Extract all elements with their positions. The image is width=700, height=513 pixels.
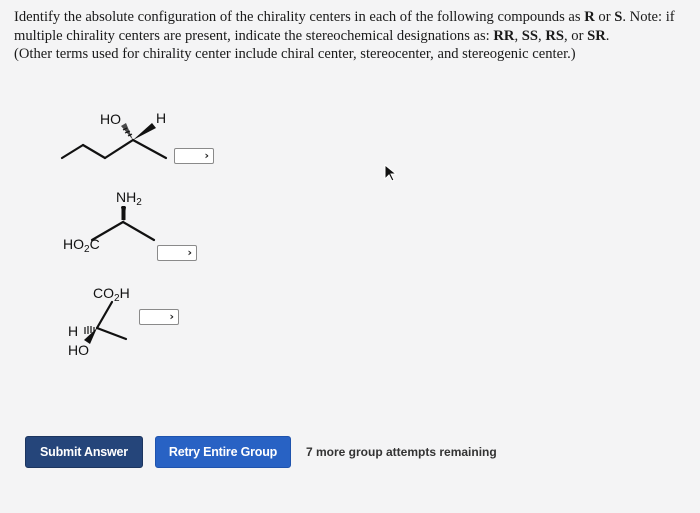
molecule-1-h-label: H [156, 110, 167, 126]
molecule-1-wedge-bond [133, 123, 156, 140]
configuration-select-3[interactable] [139, 309, 179, 325]
mouse-cursor-icon [384, 164, 398, 182]
molecule-2-ho2c-label: $HO_2C$ [63, 236, 100, 255]
molecule-1-ho-label: HO [100, 111, 121, 127]
molecule-2-nh2-label: $NH_2$ [116, 189, 142, 208]
retry-entire-group-button[interactable]: Retry Entire Group [155, 436, 291, 468]
attempts-remaining-text: 7 more group attempts remaining [306, 445, 497, 459]
molecule-1-hash-bond [121, 123, 133, 140]
molecule-3-ho-label: HO [68, 342, 89, 358]
molecule-3-co2h-label: $CO_2H$ [93, 285, 130, 304]
chevron-down-icon: › [187, 246, 192, 259]
question-instructions: Identify the absolute configuration of the chirality centers in each of the following compounds as R or S. Note: if multiple chirality centers are present, indicate the stereochemical designations as: RR, SS, RS, or SR. [14, 9, 675, 44]
configuration-select-2[interactable] [157, 245, 197, 261]
molecule-3-skeleton [97, 302, 126, 339]
molecule-1-skeleton [62, 140, 166, 158]
chevron-down-icon: › [169, 310, 174, 323]
molecule-2-skeleton [92, 222, 154, 240]
molecule-3-h-label: H [68, 323, 79, 339]
configuration-select-1[interactable] [174, 148, 214, 164]
chevron-down-icon: › [204, 149, 209, 162]
question-note: (Other terms used for chirality center include chiral center, stereocenter, and stereogenic center.) [14, 46, 576, 62]
submit-answer-button[interactable]: Submit Answer [25, 436, 143, 468]
